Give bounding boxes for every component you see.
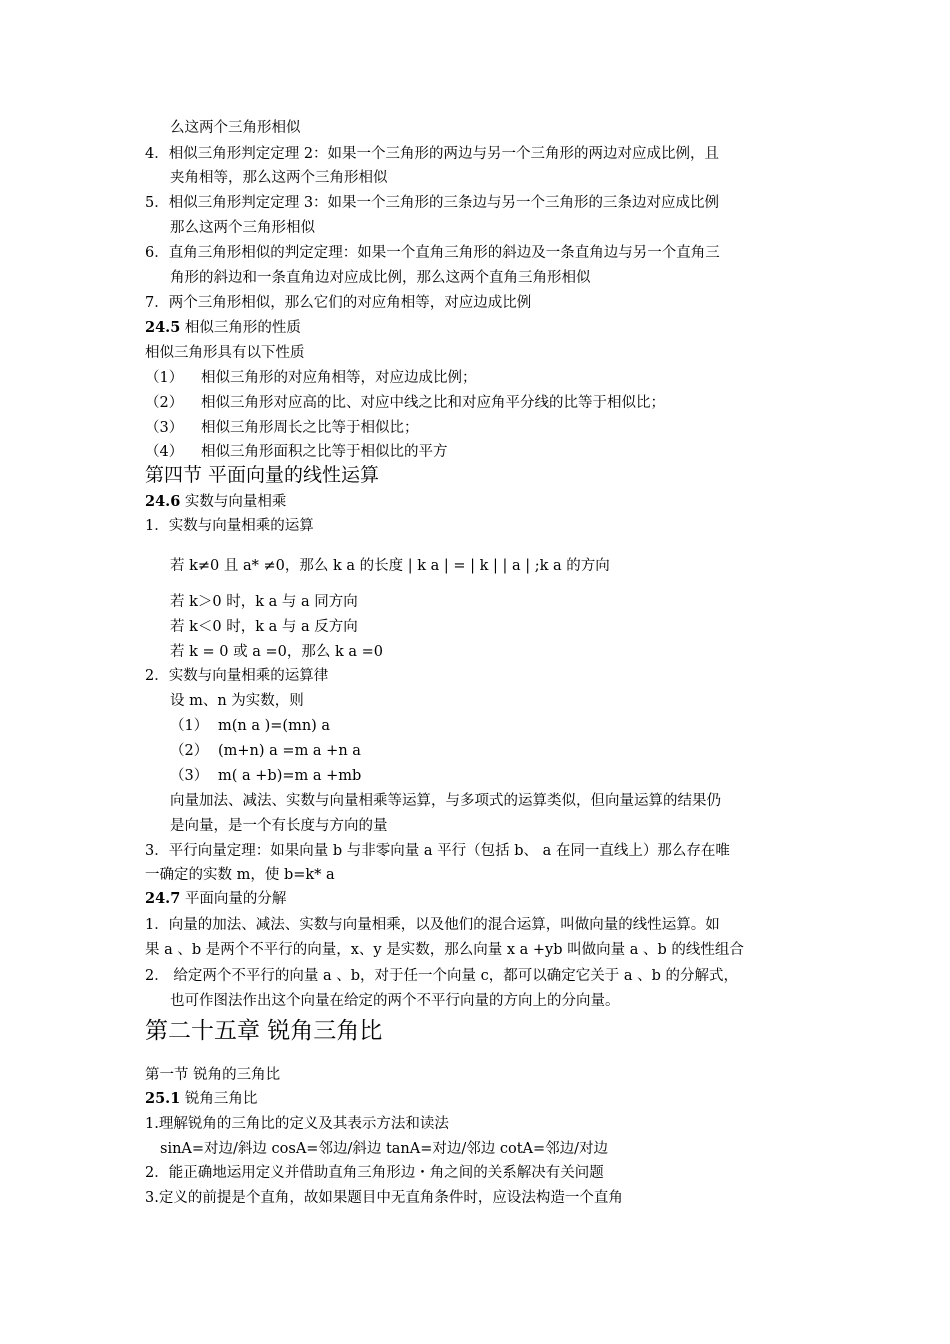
text-line: 向量加法、减法、实数与向量相乘等运算，与多项式的运算类似，但向量运算的结果仍: [170, 793, 721, 809]
item-text: m( a +b)=m a +mb: [218, 768, 362, 784]
list-item: 3.定义的前提是个直角，故如果题目中无直角条件时，应设法构造一个直角: [145, 1190, 623, 1206]
section-title: 实数与向量相乘: [180, 494, 287, 510]
text-line: 也可作图法作出这个向量在给定的两个不平行向量的方向上的分向量。: [170, 993, 620, 1009]
item-number: （3）: [170, 768, 209, 784]
list-item: 4．相似三角形判定定理 2：如果一个三角形的两边与另一个三角形的两边对应成比例，且: [145, 146, 720, 162]
text-line: 若 k≠0 且 a* ≠0，那么 k a 的长度 | k a | = | k | | a | ;k a 的方向: [170, 558, 610, 574]
list-item: [145, 416, 419, 440]
list-item: 2．实数与向量相乘的运算律: [145, 668, 329, 684]
text-line: 角形的斜边和一条直角边对应成比例，那么这两个直角三角形相似: [170, 270, 591, 286]
list-item: 7．两个三角形相似，那么它们的对应角相等，对应边成比例: [145, 295, 532, 311]
section-title: 相似三角形的性质: [180, 320, 301, 336]
item-text: m(n a )=(mn) a: [218, 718, 331, 734]
text-line: 一确定的实数 m，使 b=k* a: [145, 867, 335, 883]
item-number: （2）: [170, 743, 209, 759]
item-text: 相似三角形的对应角相等，对应边成比例；: [201, 370, 477, 386]
chapter-title: 第二十五章 锐角三角比: [145, 1018, 383, 1044]
item-text: 相似三角形周长之比等于相似比；: [201, 420, 419, 436]
text-line: 是向量，是一个有长度与方向的量: [170, 818, 388, 834]
list-item: [170, 764, 361, 788]
list-item: 1.理解锐角的三角比的定义及其表示方法和读法: [145, 1116, 449, 1132]
text-line: 若 k = 0 或 a =0，那么 k a =0: [170, 644, 383, 660]
section-heading: [145, 490, 286, 514]
item-number: （3）: [145, 420, 184, 436]
text-line: 果 a 、b 是两个不平行的向量，x、y 是实数，那么向量 x a +yb 叫做向量 a 、b 的线性组合: [145, 942, 744, 958]
section-heading: [145, 887, 286, 911]
section-title: 第四节 平面向量的线性运算: [145, 464, 380, 486]
text-line: 若 k＞0 时，k a 与 a 同方向: [170, 594, 358, 610]
list-item: 5．相似三角形判定定理 3：如果一个三角形的三条边与另一个三角形的三条边对应成比例: [145, 195, 720, 211]
text-line: 设 m、n 为实数，则: [170, 693, 304, 709]
section-title: 平面向量的分解: [180, 891, 287, 907]
list-item: 2．能正确地运用定义并借助直角三角形边・角之间的关系解决有关问题: [145, 1165, 604, 1181]
text-line: 那么这两个三角形相似: [170, 220, 315, 236]
list-item: [170, 714, 330, 738]
section-number: 24.7: [145, 890, 181, 907]
section-title: 第一节 锐角的三角比: [145, 1067, 281, 1083]
list-item: 2． 给定两个不平行的向量 a 、b，对于任一个向量 c，都可以确定它关于 a 、b 的分解式，: [145, 968, 738, 984]
list-item: [145, 366, 477, 390]
list-item: [145, 391, 665, 415]
item-number: （4）: [145, 444, 184, 460]
section-heading: [145, 1087, 257, 1111]
section-number: 24.6: [145, 493, 181, 510]
list-item: 3．平行向量定理：如果向量 b 与非零向量 a 平行（包括 b、 a 在同一直线上）那么存在唯: [145, 843, 730, 859]
item-number: （1）: [170, 718, 209, 734]
section-number: 25.1: [145, 1090, 181, 1107]
item-number: （1）: [145, 370, 184, 386]
list-item: [170, 739, 361, 763]
section-number: 24.5: [145, 319, 181, 336]
formula-line: sinA=对边/斜边 cosA=邻边/斜边 tanA=对边/邻边 cotA=邻边/对边: [160, 1141, 609, 1157]
text-line: 夹角相等，那么这两个三角形相似: [170, 170, 388, 186]
section-title: 锐角三角比: [180, 1091, 258, 1107]
text-line: 若 k＜0 时，k a 与 a 反方向: [170, 619, 358, 635]
item-text: 相似三角形对应高的比、对应中线之比和对应角平分线的比等于相似比；: [201, 395, 665, 411]
text-line: 么这两个三角形相似: [170, 120, 301, 136]
list-item: 1．向量的加法、减法、实数与向量相乘，以及他们的混合运算，叫做向量的线性运算。如: [145, 917, 720, 933]
section-heading: [145, 316, 301, 340]
list-item: 1．实数与向量相乘的运算: [145, 518, 314, 534]
list-item: 6．直角三角形相似的判定定理：如果一个直角三角形的斜边及一条直角边与另一个直角三: [145, 245, 720, 261]
text-line: 相似三角形具有以下性质: [145, 345, 305, 361]
item-number: （2）: [145, 395, 184, 411]
item-text: (m+n) a =m a +n a: [218, 743, 361, 759]
item-text: 相似三角形面积之比等于相似比的平方: [201, 444, 448, 460]
